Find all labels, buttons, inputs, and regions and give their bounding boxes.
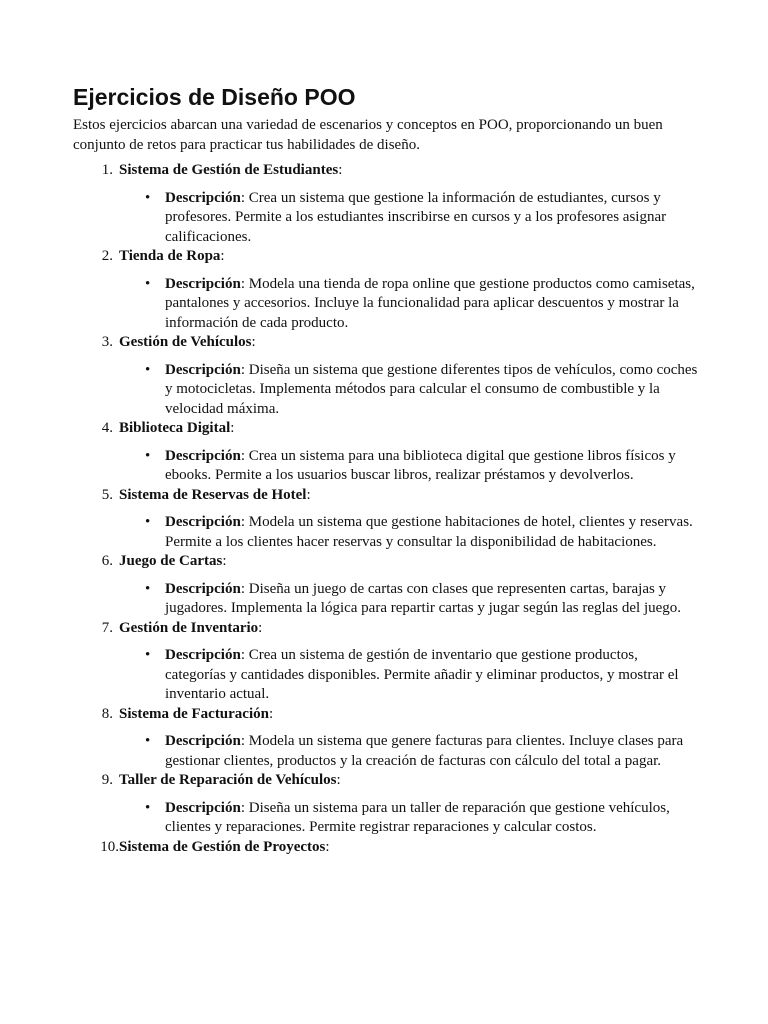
- exercise-number: 4.: [101, 420, 113, 436]
- exercise-title: Sistema de Gestión de Estudiantes: [119, 162, 339, 178]
- description-list: [119, 580, 698, 619]
- exercise-title: Sistema de Gestión de Proyectos: [119, 838, 326, 855]
- bullet-icon: •: [145, 514, 151, 530]
- description-label: Descripción: [165, 733, 241, 749]
- exercise-number: 9.: [101, 772, 113, 788]
- description-list: [119, 646, 698, 705]
- document-page: [73, 84, 698, 857]
- description-list: [119, 447, 698, 486]
- description-list: [119, 189, 698, 248]
- exercise-item: 9. Taller de Reparación de Vehículos: • Descripción: Diseña un sistema para un taller de reparación que gestione vehículos, clientes y reparaciones. Permite registrar reparaciones y calcular costos.: [73, 771, 698, 838]
- exercise-list: [73, 161, 698, 857]
- exercise-number: 2.: [101, 248, 113, 264]
- bullet-icon: •: [145, 799, 151, 816]
- exercise-title: Sistema de Reservas de Hotel: [119, 486, 307, 503]
- exercise-number: 8.: [101, 705, 113, 722]
- description-item: • Descripción: Modela un sistema que genere facturas para clientes. Incluye clases para gestionar clientes, productos y la creación de facturas con cálculo del total a pagar.: [145, 733, 684, 769]
- bullet-icon: •: [145, 189, 151, 206]
- description-label: Descripción: [165, 189, 241, 206]
- bullet-icon: •: [145, 275, 151, 292]
- description-item: • Descripción: Diseña un sistema que gestione diferentes tipos de vehículos, como coches y motocicletas. Implementa métodos para calcular el consumo de combustible y la velocidad máxima.: [145, 361, 698, 417]
- description-list: [119, 799, 698, 838]
- description-text: Crea un sistema para una biblioteca digital que gestione libros físicos y ebooks. Permite a los usuarios buscar libros, realizar préstamos y devolverlos.: [165, 447, 676, 483]
- exercise-number: 1.: [101, 162, 113, 178]
- description-label: Descripción: [165, 580, 241, 597]
- bullet-icon: •: [145, 361, 151, 378]
- exercise-title: Juego de Cartas: [119, 553, 223, 569]
- description-text: Modela un sistema que gestione habitaciones de hotel, clientes y reservas. Permite a los clientes hacer reservas y consultar la disponibilidad de habitaciones.: [165, 514, 693, 550]
- description-label: Descripción: [165, 275, 241, 292]
- exercise-item: 2. Tienda de Ropa: • Descripción: Modela una tienda de ropa online que gestione productos como camisetas, pantalones y accesorios. Incluye la funcionalidad para aplicar descuentos y mostrar la información de cada producto.: [73, 247, 698, 333]
- description-item: • Descripción: Modela un sistema que gestione habitaciones de hotel, clientes y reservas. Permite a los clientes hacer reservas y consultar la disponibilidad de habitaciones.: [145, 514, 693, 550]
- description-item: • Descripción: Diseña un juego de cartas con clases que representen cartas, barajas y jugadores. Implementa la lógica para repartir cartas y jugar según las reglas del juego.: [145, 580, 682, 616]
- description-item: • Descripción: Modela una tienda de ropa online que gestione productos como camisetas, pantalones y accesorios. Incluye la funcionalidad para aplicar descuentos y mostrar la información de cada producto.: [145, 275, 695, 331]
- exercise-number: 10.: [100, 838, 119, 855]
- exercise-item: 5. Sistema de Reservas de Hotel: • Descripción: Modela un sistema que gestione habitaciones de hotel, clientes y reservas. Permite a los clientes hacer reservas y consultar la disponibilidad de habitaciones.: [73, 486, 698, 553]
- bullet-icon: •: [145, 647, 151, 663]
- bullet-icon: •: [145, 580, 151, 597]
- bullet-icon: •: [145, 447, 151, 464]
- description-label: Descripción: [165, 514, 241, 530]
- description-list: [119, 732, 698, 771]
- exercise-title: Gestión de Vehículos: [119, 334, 252, 350]
- description-item: • Descripción: Crea un sistema que gestione la información de estudiantes, cursos y profesores. Permite a los estudiantes inscribirse en cursos y a los profesores asignar calificaciones.: [145, 189, 667, 245]
- description-label: Descripción: [165, 361, 241, 378]
- description-item: • Descripción: Diseña un sistema para un taller de reparación que gestione vehículos, clientes y reparaciones. Permite registrar reparaciones y calcular costos.: [145, 799, 670, 835]
- exercise-item: 10. Sistema de Gestión de Proyectos:: [73, 838, 698, 858]
- intro-paragraph: Estos ejercicios abarcan una variedad de escenarios y conceptos en POO, proporcionando un buen conjunto de retos para practicar tus habilidades de diseño.: [73, 117, 663, 153]
- description-text: Crea un sistema que gestione la información de estudiantes, cursos y profesores. Permite a los estudiantes inscribirse en cursos y a los profesores asignar calificaciones.: [165, 189, 667, 245]
- exercise-item: 7. Gestión de Inventario: • Descripción: Crea un sistema de gestión de inventario que gestione productos, categorías y cantidades disponibles. Permite añadir y eliminar productos, y mostrar el inventario actual.: [73, 619, 698, 705]
- description-text: Modela una tienda de ropa online que gestione productos como camisetas, pantalones y accesorios. Incluye la funcionalidad para aplicar descuentos y mostrar la información de cada producto.: [165, 275, 695, 331]
- exercise-title: Sistema de Facturación: [119, 705, 269, 722]
- description-text: Diseña un juego de cartas con clases que representen cartas, barajas y jugadores. Implementa la lógica para repartir cartas y jugar según las reglas del juego.: [165, 580, 682, 616]
- description-label: Descripción: [165, 647, 241, 663]
- exercise-item: 3. Gestión de Vehículos: • Descripción: Diseña un sistema que gestione diferentes tipos de vehículos, como coches y motocicletas. Implementa métodos para calcular el consumo de combustible y la velocidad máxima.: [73, 333, 698, 419]
- exercise-number: 7.: [101, 619, 113, 636]
- exercise-item: 8. Sistema de Facturación: • Descripción: Modela un sistema que genere facturas para clientes. Incluye clases para gestionar clientes, productos y la creación de facturas con cálculo del total a pagar.: [73, 705, 698, 772]
- description-list: [119, 361, 698, 420]
- exercise-number: 3.: [101, 334, 113, 350]
- exercise-title: Tienda de Ropa: [119, 248, 221, 264]
- exercise-title: Taller de Reparación de Vehículos: [119, 772, 337, 788]
- description-label: Descripción: [165, 799, 241, 816]
- description-text: Crea un sistema de gestión de inventario que gestione productos, categorías y cantidades disponibles. Permite añadir y eliminar productos, y mostrar el inventario actual.: [165, 647, 679, 702]
- exercise-item: 4. Biblioteca Digital: • Descripción: Crea un sistema para una biblioteca digital que gestione libros físicos y ebooks. Permite a los usuarios buscar libros, realizar préstamos y devolverlos.: [73, 419, 698, 486]
- description-list: [119, 275, 698, 334]
- bullet-icon: •: [145, 733, 151, 749]
- description-item: • Descripción: Crea un sistema para una biblioteca digital que gestione libros físicos y ebooks. Permite a los usuarios buscar libros, realizar préstamos y devolverlos.: [145, 447, 676, 483]
- description-item: • Descripción: Crea un sistema de gestión de inventario que gestione productos, categorías y cantidades disponibles. Permite añadir y eliminar productos, y mostrar el inventario actual.: [145, 647, 679, 702]
- exercise-number: 6.: [101, 553, 113, 569]
- exercise-title: Biblioteca Digital: [119, 420, 231, 436]
- description-label: Descripción: [165, 447, 241, 464]
- description-text: Modela un sistema que genere facturas para clientes. Incluye clases para gestionar clientes, productos y la creación de facturas con cálculo del total a pagar.: [165, 733, 684, 769]
- description-text: Diseña un sistema que gestione diferentes tipos de vehículos, como coches y motocicletas. Implementa métodos para calcular el consumo de combustible y la velocidad máxima.: [165, 361, 698, 417]
- page-title: Ejercicios de Diseño POO: [73, 84, 356, 110]
- exercise-title: Gestión de Inventario: [119, 619, 259, 636]
- description-text: Diseña un sistema para un taller de reparación que gestione vehículos, clientes y reparaciones. Permite registrar reparaciones y calcular costos.: [165, 799, 670, 835]
- exercise-item: 1. Sistema de Gestión de Estudiantes: • Descripción: Crea un sistema que gestione la información de estudiantes, cursos y profesores. Permite a los estudiantes inscribirse en cursos y a los profesores asignar calificaciones.: [73, 161, 698, 247]
- exercise-number: 5.: [101, 486, 113, 503]
- description-list: [119, 513, 698, 552]
- exercise-item: 6. Juego de Cartas: • Descripción: Diseña un juego de cartas con clases que representen cartas, barajas y jugadores. Implementa la lógica para repartir cartas y jugar según las reglas del juego.: [73, 552, 698, 619]
